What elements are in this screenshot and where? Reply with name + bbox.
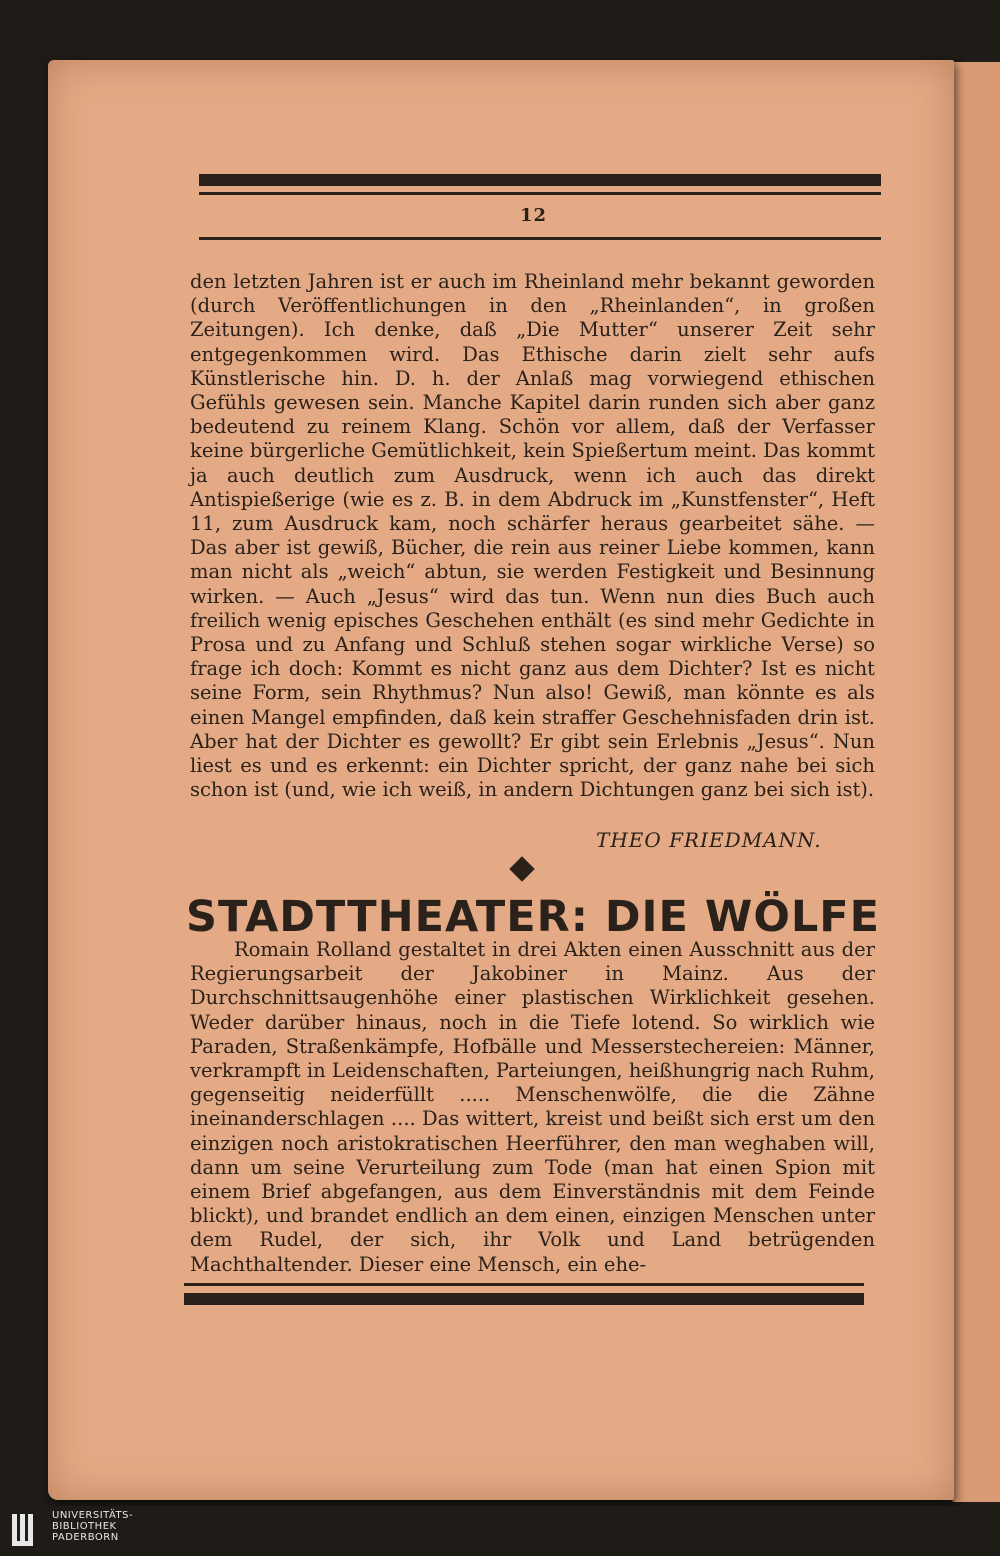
library-logo-text — [52, 1510, 133, 1543]
article-text: Romain Rolland gestaltet in drei Akten einen Ausschnitt aus der Regierungsarbeit der Jakobiner in Mainz. Aus der Durchschnittsaugenhöhe einer plastischen Wirklichkeit gesehen. Weder darüber hinaus, noch in die Tiefe lotend. So wirklich wie Paraden, Straßenkämpfe, Hofbälle und Messerstechereien: Männer, verkrampft in Leidenschaften, Parteiungen, heißhungrig nach Ruhm, gegenseitig neiderfüllt ..... Menschenwölfe, die die Zähne ineinanderschlagen .... Das wittert, kreist und beißt sich erst um den einzigen noch aristokratischen Heerführer, den man weghaben will, dann um seine Verurteilung zum Tode (man hat einen Spion mit einem Brief abgefangen, aus dem Einverständnis mit dem Feinde blickt), und brandet endlich an dem einen, einzigen Menschen unter dem Rudel, der sich, ihr Volk und Land betrügenden Machthaltender. Dieser eine Mensch, ein ehe- — [190, 938, 875, 1276]
author-signature: THEO FRIEDMANN. — [596, 828, 822, 852]
header-rule-top — [199, 174, 881, 186]
footer-rule-thick — [184, 1293, 864, 1305]
header-rule-bottom — [199, 237, 881, 240]
footer-rule-thin — [184, 1283, 864, 1286]
article-headline: STADTTHEATER: DIE WÖLFE — [186, 892, 881, 942]
adjacent-page-edge — [952, 62, 1000, 1502]
library-logo-icon — [10, 1512, 40, 1548]
header-rule-top-thin — [199, 192, 881, 195]
library-footer-bar — [0, 1506, 1000, 1556]
library-logo-line-2: BIBLIOTHEK — [52, 1521, 117, 1532]
library-logo-line-3: PADERBORN — [52, 1532, 119, 1543]
review-paragraph — [190, 270, 875, 802]
review-text: den letzten Jahren ist er auch im Rheinland mehr bekannt geworden (durch Veröffentlichungen in den „Rheinlanden“, in großen Zeitungen). Ich denke, daß „Die Mutter“ unserer Zeit sehr entgegenkommen wird. Das Ethische darin zielt sehr aufs Künstlerische hin. D. h. der Anlaß mag vorwiegend ethischen Gefühls gewesen sein. Manche Kapitel darin runden sich aber ganz bedeutend zu reinem Klang. Schön vor allem, daß der Verfasser keine bürgerliche Gemütlichkeit, kein Spießertum meint. Das kommt ja auch deutlich zum Ausdruck, wenn ich auch das direkt Antispießerige (wie es z. B. in dem Abdruck im „Kunstfenster“, Heft 11, zum Ausdruck kam, noch schärfer heraus gearbeitet sähe. — Das aber ist gewiß, Bücher, die rein aus reiner Liebe kommen, kann man nicht als „weich“ abtun, sie werden Festigkeit und Besinnung wirken. — Auch „Jesus“ wird das tun. Wenn nun dies Buch auch freilich wenig episches Geschehen enthält (es sind mehr Gedichte in Prosa und zu Anfang und Schluß stehen sogar wirkliche Verse) so frage ich doch: Kommt es nicht ganz aus dem Dichter? Ist es nicht seine Form, sein Rhythmus? Nun also! Gewiß, man könnte es als einen Mangel empfinden, daß kein straffer Geschehnisfaden drin ist. Aber hat der Dichter es gewollt? Er gibt sein Erlebnis „Jesus“. Nun liest es und es erkennt: ein Dichter spricht, der ganz nahe bei sich schon ist (und, wie ich weiß, in andern Dichtungen ganz bei sich ist). — [190, 270, 875, 802]
article-body — [190, 938, 875, 1277]
page-number: 12 — [520, 205, 548, 226]
library-logo-line-1: UNIVERSITÄTS- — [52, 1510, 134, 1521]
